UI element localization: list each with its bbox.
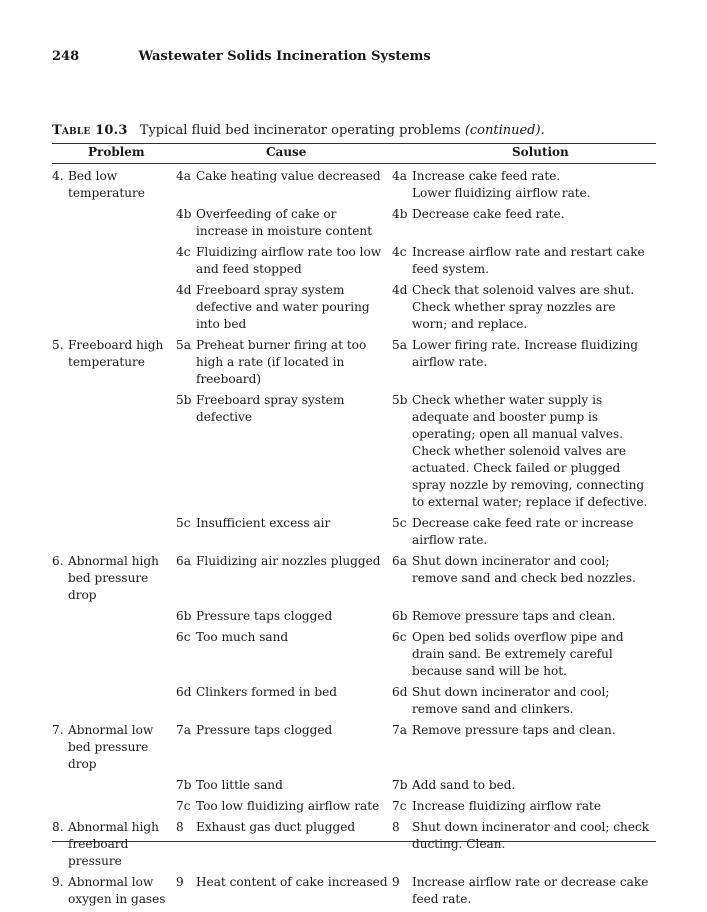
table-row [52, 244, 656, 278]
running-head [52, 49, 431, 64]
cause-text: Cake heating value decreased [196, 169, 381, 183]
solution-text: Shut down incinerator and cool; remove sand and clinkers. [412, 685, 610, 716]
solution-id: 4c [392, 245, 407, 259]
table-row [52, 777, 656, 794]
solution-text: Remove pressure taps and clean. [412, 609, 616, 623]
cause-text: Exhaust gas duct plugged [196, 820, 356, 834]
problem-number: 9. [52, 875, 64, 889]
problem-number [52, 608, 68, 625]
header-solution: Solution [512, 145, 569, 159]
cause-id: 4d [176, 283, 192, 297]
problem-text [68, 684, 176, 718]
problem-number [52, 282, 68, 333]
cause-text: Fluidizing air nozzles plugged [196, 554, 381, 568]
cause-text: Pressure taps clogged [196, 609, 333, 623]
problem-number [52, 798, 68, 815]
problem-text: Abnormal low oxygen in gases [68, 875, 166, 906]
cause-text: Insufficient excess air [196, 516, 331, 530]
problem-number: 8. [52, 820, 64, 834]
solution-id: 5b [392, 393, 408, 407]
cause-id: 5b [176, 393, 192, 407]
table-top-rule [52, 143, 656, 144]
table-bottom-rule [52, 841, 656, 842]
cause-text: Heat content of cake increased [196, 875, 388, 889]
solution-id: 4b [392, 207, 408, 221]
problem-number [52, 392, 68, 511]
problem-text: Abnormal high bed pressure drop [68, 554, 159, 602]
solution-id: 8 [392, 820, 400, 834]
table-row [52, 819, 656, 870]
problem-text [68, 206, 176, 240]
solution-id: 6c [392, 630, 407, 644]
solution-id: 6a [392, 554, 407, 568]
cause-text: Too much sand [196, 630, 289, 644]
table-row [52, 282, 656, 333]
table-caption-suffix: (continued). [464, 123, 545, 138]
cause-id: 7b [176, 778, 192, 792]
cause-id: 4c [176, 245, 191, 259]
cause-id: 6b [176, 609, 192, 623]
solution-text: Lower firing rate. Increase fluidizing airflow rate. [412, 338, 639, 369]
solution-id: 6b [392, 609, 408, 623]
problem-text [68, 244, 176, 278]
table-row [52, 553, 656, 604]
solution-id: 5c [392, 516, 407, 530]
table-row [52, 392, 656, 511]
solution-text: Decrease cake feed rate or increase airflow rate. [412, 516, 634, 547]
problem-number [52, 244, 68, 278]
header-problem: Problem [88, 145, 145, 159]
page-number: 248 [52, 49, 80, 64]
problem-number [52, 629, 68, 680]
problem-text [68, 392, 176, 511]
table-row [52, 168, 656, 202]
solution-text: Increase fluidizing airflow rate [412, 799, 602, 813]
solution-text: Add sand to bed. [412, 778, 516, 792]
solution-id: 5a [392, 338, 407, 352]
solution-text: Shut down incinerator and cool; check ducting. Clean. [412, 820, 650, 851]
table-row [52, 608, 656, 625]
problem-number [52, 206, 68, 240]
solution-id: 9 [392, 875, 400, 889]
cause-id: 7a [176, 723, 191, 737]
problem-text: Abnormal low bed pressure drop [68, 723, 154, 771]
problem-text [68, 515, 176, 549]
solution-text: Increase airflow rate and restart cake feed system. [412, 245, 645, 276]
table-row [52, 515, 656, 549]
cause-text: Fluidizing airflow rate too low and feed stopped [196, 245, 382, 276]
cause-id: 4a [176, 169, 191, 183]
header-rule [52, 163, 656, 164]
table-row [52, 798, 656, 815]
cause-text: Freeboard spray system defective and water pouring into bed [196, 283, 370, 331]
table-row [52, 684, 656, 718]
cause-id: 7c [176, 799, 191, 813]
solution-text: Increase cake feed rate. Lower fluidizing airflow rate. [412, 169, 591, 200]
table-row [52, 206, 656, 240]
solution-id: 7c [392, 799, 407, 813]
problem-text: Abnormal high freeboard pressure [68, 820, 159, 868]
solution-text: Increase airflow rate or decrease cake feed rate. [412, 875, 649, 906]
solution-text: Check whether water supply is adequate and booster pump is operating; open all manual valves. Check whether solenoid valves are actuated. Check failed or plugged spray nozzle by removing, connecting to external water; replace if defective. [412, 393, 648, 509]
problem-text [68, 282, 176, 333]
solution-id: 7b [392, 778, 408, 792]
solution-text: Open bed solids overflow pipe and drain sand. Be extremely careful because sand will be hot. [412, 630, 624, 678]
problem-number: 7. [52, 723, 64, 737]
problem-number [52, 684, 68, 718]
solution-id: 6d [392, 685, 408, 699]
cause-id: 6c [176, 630, 191, 644]
cause-id: 9 [176, 875, 184, 889]
problem-number: 6. [52, 554, 64, 568]
cause-text: Preheat burner firing at too high a rate (if located in freeboard) [196, 338, 367, 386]
problem-number: 5. [52, 338, 64, 352]
cause-id: 6a [176, 554, 191, 568]
table-caption-text: Typical fluid bed incinerator operating problems [139, 123, 461, 138]
cause-id: 5c [176, 516, 191, 530]
cause-id: 5a [176, 338, 191, 352]
solution-text: Shut down incinerator and cool; remove sand and check bed nozzles. [412, 554, 636, 585]
cause-id: 8 [176, 820, 184, 834]
cause-text: Too low fluidizing airflow rate [196, 799, 380, 813]
solution-text: Remove pressure taps and clean. [412, 723, 616, 737]
problem-number: 4. [52, 169, 64, 183]
table-row [52, 722, 656, 773]
cause-text: Clinkers formed in bed [196, 685, 337, 699]
cause-text: Pressure taps clogged [196, 723, 333, 737]
cause-id: 6d [176, 685, 192, 699]
problem-text [68, 608, 176, 625]
table-row [52, 629, 656, 680]
problem-text: Freeboard high temperature [68, 338, 164, 369]
table-row [52, 874, 656, 908]
problem-text [68, 798, 176, 815]
problem-text [68, 629, 176, 680]
table-row [52, 337, 656, 388]
problem-text [68, 777, 176, 794]
solution-text: Check that solenoid valves are shut. Check whether spray nozzles are worn; and replace. [412, 283, 635, 331]
solution-id: 4a [392, 169, 407, 183]
cause-text: Too little sand [196, 778, 283, 792]
solution-text: Decrease cake feed rate. [412, 207, 565, 221]
cause-id: 4b [176, 207, 192, 221]
header-cause: Cause [266, 145, 307, 159]
solution-id: 7a [392, 723, 407, 737]
problem-text: Bed low temperature [68, 169, 145, 200]
solution-id: 4d [392, 283, 408, 297]
problem-number [52, 777, 68, 794]
cause-text: Freeboard spray system defective [196, 393, 345, 424]
table-body [52, 168, 656, 912]
running-title: Wastewater Solids Incineration Systems [138, 49, 431, 64]
cause-text: Overfeeding of cake or increase in moisture content [196, 207, 373, 238]
table-label: Table 10.3 [52, 123, 128, 138]
problem-number [52, 515, 68, 549]
table-caption [52, 123, 545, 138]
